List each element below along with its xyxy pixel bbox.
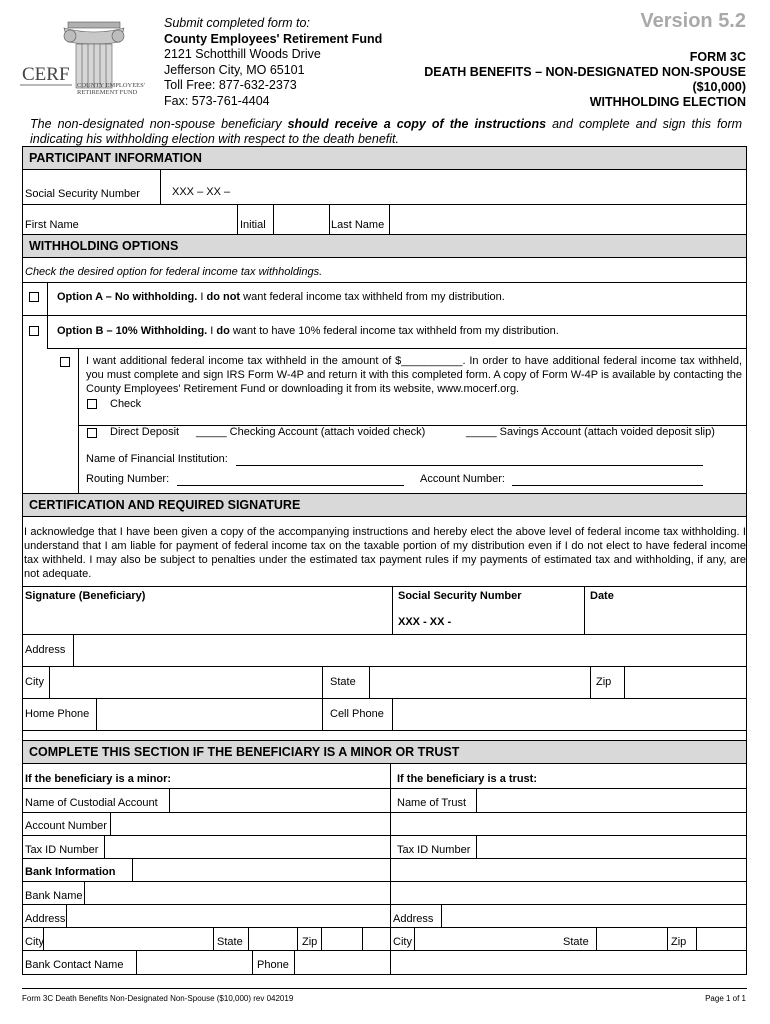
trust-city-label: City — [393, 936, 412, 948]
option-b-text: Option B – 10% Withholding. I do want to have 10% federal income tax withheld from my distribution. — [57, 325, 559, 337]
form-number: FORM 3C — [689, 50, 746, 64]
withholding-header: WITHHOLDING OPTIONS — [23, 234, 746, 258]
logo-text: CERF — [22, 64, 70, 85]
bank-info-label: Bank Information — [25, 866, 116, 878]
additional-checkbox[interactable] — [60, 357, 70, 367]
footer-form-id: Form 3C Death Benefits Non-Designated Non-Spouse ($10,000) rev 042019 — [22, 994, 294, 1003]
bank-name-label: Bank Name — [25, 890, 83, 902]
form-amount: ($10,000) — [692, 80, 746, 94]
minor-address-label: Address — [25, 913, 66, 925]
trust-address-label: Address — [393, 913, 434, 925]
address-label: Address — [25, 644, 66, 656]
routing-label: Routing Number: — [86, 473, 170, 485]
zip-label: Zip — [596, 676, 612, 688]
option-b-checkbox[interactable] — [29, 326, 39, 336]
submit-address1: 2121 Schotthill Woods Drive — [164, 47, 321, 61]
option-a-checkbox[interactable] — [29, 292, 39, 302]
certification-text: I acknowledge that I have been given a copy of the accompanying instructions and hereby elect the above level of federal income tax withholding. I understand that I am liable for payment of federal income tax on the taxable portion of my distribution even if I do not elect to have federal income tax withheld. I may also be subject to penalties under the estimated tax payment rules if my payments of estimated tax and withholding, if any, are not adequate. — [24, 526, 746, 580]
form-title: DEATH BENEFITS – NON-DESIGNATED NON-SPOUSE — [424, 65, 746, 79]
first-name-label: First Name — [25, 219, 79, 231]
trust-title: If the beneficiary is a trust: — [397, 773, 537, 785]
custodial-label: Name of Custodial Account — [25, 797, 158, 809]
certification-header: CERTIFICATION AND REQUIRED SIGNATURE — [23, 493, 746, 517]
phone-label: Phone — [257, 959, 289, 971]
cert-ssn-value: XXX - XX - — [398, 616, 452, 628]
check-label: Check — [110, 398, 142, 410]
state-label: State — [330, 676, 356, 688]
last-name-label[interactable]: Last Name — [331, 219, 385, 231]
logo-sub-line1: COUNTY EMPLOYEES' — [77, 82, 145, 89]
submit-intro: Submit completed form to: — [164, 16, 310, 30]
minor-state-label: State — [217, 936, 243, 948]
submit-block — [164, 16, 382, 109]
version-label: Version 5.2 — [640, 10, 746, 32]
account-number-label: Account Number — [25, 820, 107, 832]
ssn-label: Social Security Number — [25, 188, 140, 200]
submit-tollfree: Toll Free: 877-632-2373 — [164, 78, 297, 92]
institution-line[interactable] — [236, 465, 703, 466]
signature-label: Signature (Beneficiary) — [25, 590, 146, 602]
home-phone-label: Home Phone — [25, 708, 90, 720]
institution-label: Name of Financial Institution: — [86, 453, 228, 465]
additional-text: I want additional federal income tax withheld in the amount of $__________. In order to have additional federal income tax withheld, you must complete and sign IRS Form W-4P and return it with this completed form. A copy of Form W-4P is available by contacting the County Employees' Retirement Fund or downloading it from its website, www.mocerf.org. — [86, 355, 742, 395]
ssn-value: XXX – XX – — [172, 186, 231, 198]
initial-label[interactable]: Initial — [240, 219, 266, 231]
trust-name-label: Name of Trust — [397, 797, 467, 809]
minor-zip-label: Zip — [302, 936, 318, 948]
savings-label: _____ Savings Account (attach voided deposit slip) — [466, 426, 715, 438]
trust-zip-label: Zip — [671, 936, 687, 948]
account-label: Account Number: — [420, 473, 505, 485]
minor-city-label: City — [25, 936, 44, 948]
submit-org: County Employees' Retirement Fund — [164, 31, 383, 46]
cert-ssn-label: Social Security Number — [398, 590, 522, 602]
direct-deposit-checkbox[interactable] — [87, 428, 97, 438]
footer-page: Page 1 of 1 — [705, 994, 746, 1003]
logo-sub-line2: RETIREMENT FUND — [77, 89, 138, 96]
check-checkbox[interactable] — [87, 399, 97, 409]
submit-fax: Fax: 573-761-4404 — [164, 93, 270, 108]
city-label: City — [25, 676, 44, 688]
column-capital-icon — [64, 22, 124, 88]
submit-address2: Jefferson City, MO 65101 — [164, 62, 305, 77]
intro-text: The non-designated non-spouse beneficiary should receive a copy of the instructions and complete and sign this form indicating his withholding election with respect to the death benefit. — [30, 117, 743, 146]
routing-line[interactable] — [177, 485, 404, 486]
form-heading — [424, 50, 746, 110]
participant-header: PARTICIPANT INFORMATION — [23, 146, 746, 170]
minor-title: If the beneficiary is a minor: — [25, 773, 172, 785]
minor-header: COMPLETE THIS SECTION IF THE BENEFICIARY IS A MINOR OR TRUST — [23, 740, 746, 764]
checking-label: _____ Checking Account (attach voided check) — [196, 426, 426, 438]
minor-tax-id-label: Tax ID Number — [25, 844, 99, 856]
trust-state-label: State — [563, 936, 589, 948]
account-line[interactable] — [512, 485, 703, 486]
option-a-text: Option A – No withholding. I do not want federal income tax withheld from my distribution. — [57, 291, 505, 303]
trust-tax-id-label: Tax ID Number — [397, 844, 471, 856]
direct-deposit-label: Direct Deposit — [110, 426, 180, 438]
cell-phone-label: Cell Phone — [330, 708, 384, 720]
withholding-instruction: Check the desired option for federal income tax withholdings. — [25, 266, 323, 278]
cerf-logo — [20, 14, 155, 109]
form-subtitle: WITHHOLDING ELECTION — [589, 95, 746, 109]
date-label: Date — [590, 590, 614, 602]
bank-contact-label: Bank Contact Name — [25, 959, 124, 971]
